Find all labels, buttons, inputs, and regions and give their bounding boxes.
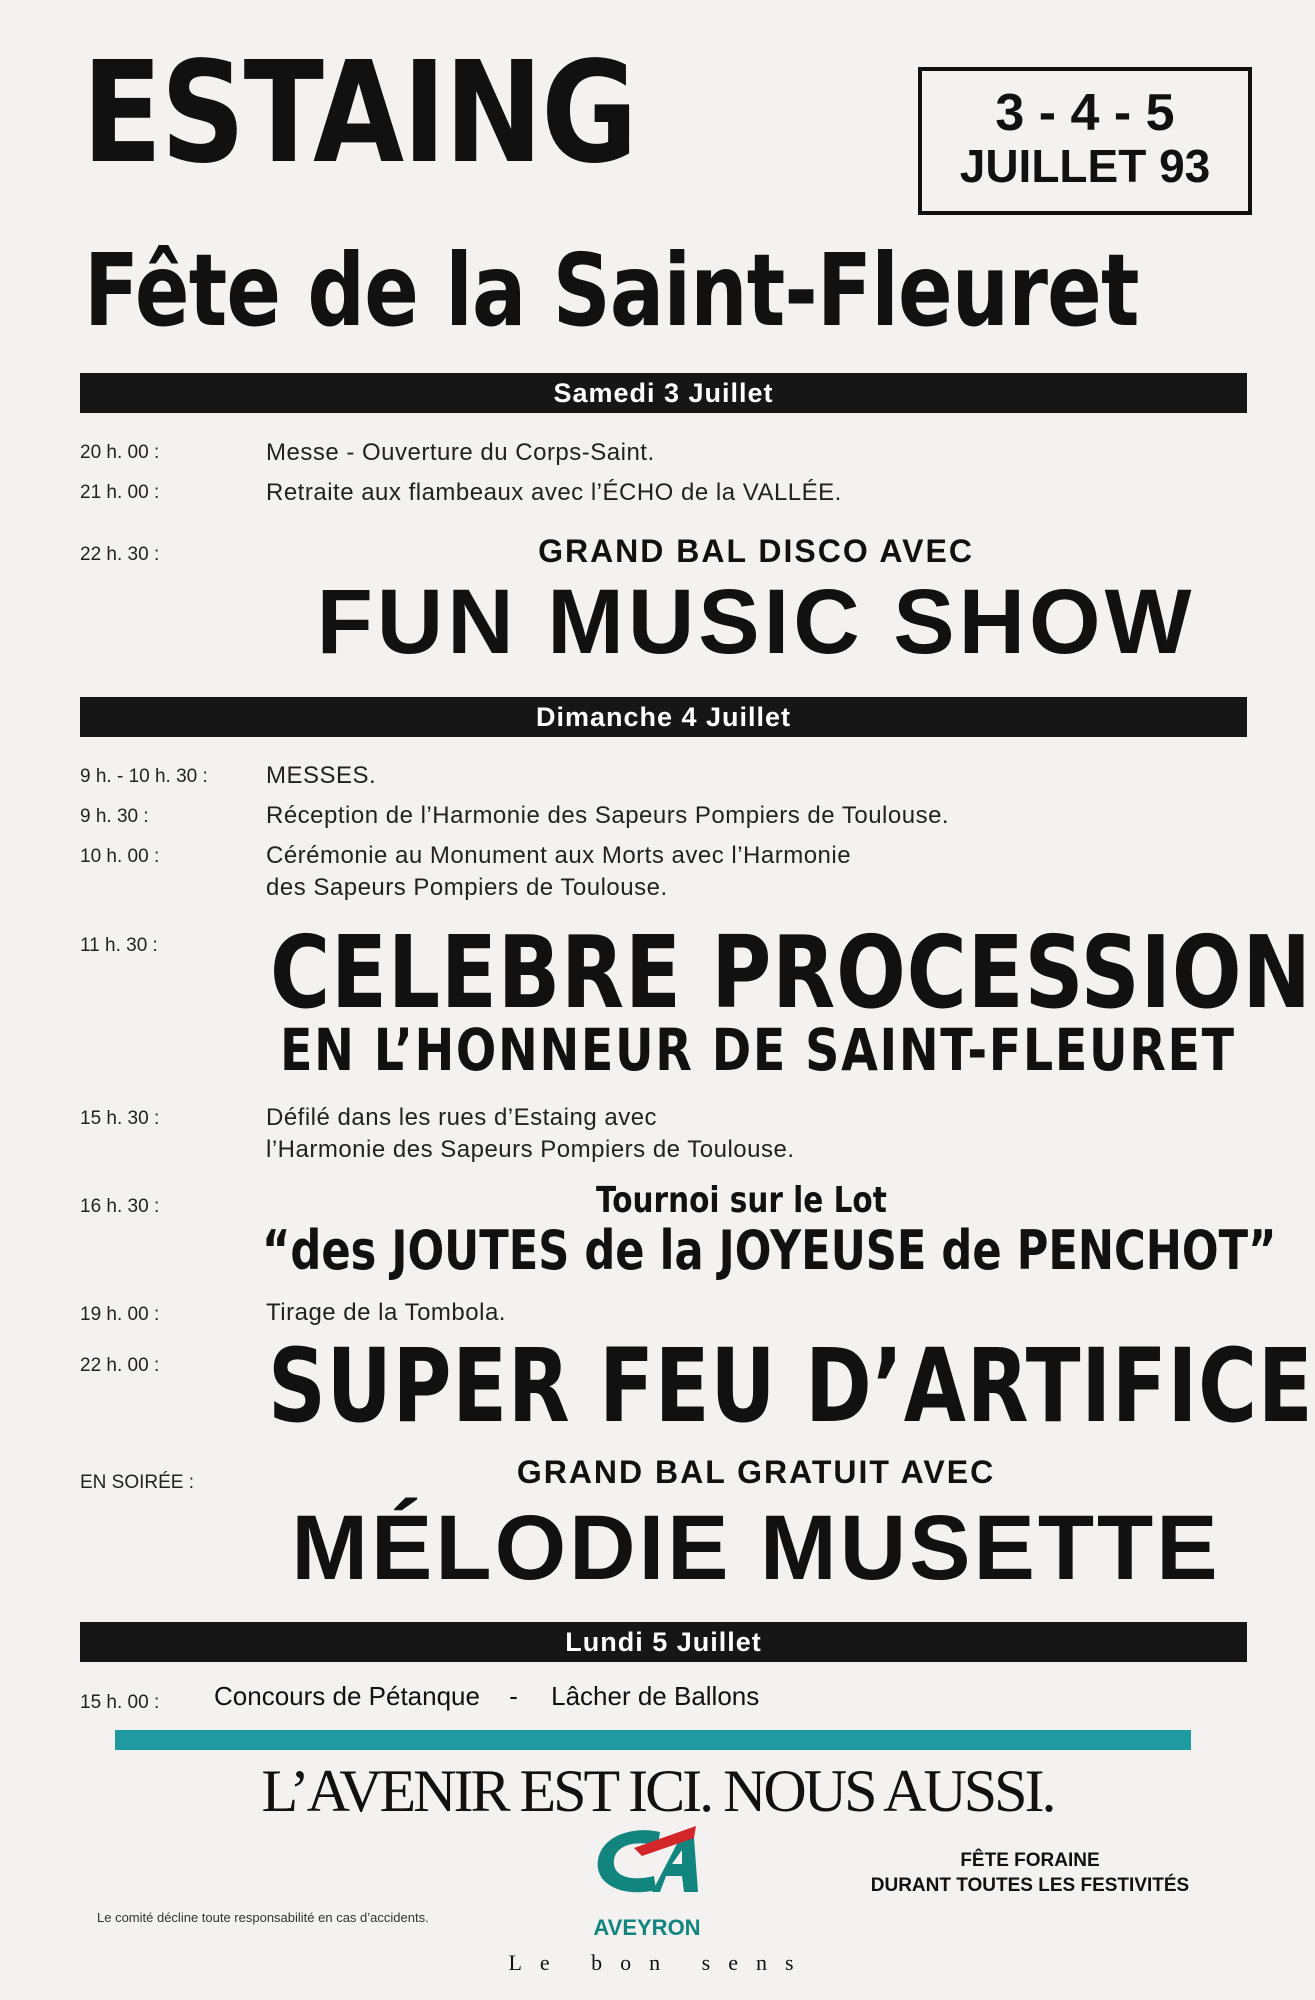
event-time: 16 h. 30 : [80, 1196, 160, 1217]
event-text: Cérémonie au Monument aux Morts avec l’Harmonie [266, 842, 852, 869]
bank-logo-icon [582, 1818, 712, 1908]
event-text: Retraite aux flambeaux avec l’ÉCHO de la VALLÉE. [266, 479, 842, 506]
event-text: Tirage de la Tombola. [266, 1299, 506, 1326]
event-text: des Sapeurs Pompiers de Toulouse. [266, 874, 668, 901]
day-banner-saturday: Samedi 3 Juillet [80, 373, 1247, 413]
bank-slogan: L’AVENIR EST ICI. NOUS AUSSI. [261, 1758, 1054, 1824]
activity-separator: - [509, 1681, 518, 1711]
date-box [918, 67, 1252, 215]
event-headline: CELEBRE PROCESSION [270, 914, 1312, 1031]
event-time: 20 h. 00 : [80, 442, 160, 463]
event-lead: GRAND BAL GRATUIT AVEC [516, 1454, 996, 1490]
event-lead: GRAND BAL DISCO AVEC [538, 533, 974, 569]
event-headline: SUPER FEU D’ARTIFICE [268, 1327, 1314, 1446]
date-days: 3 - 4 - 5 [995, 84, 1175, 142]
event-lead: Tournoi sur le Lot [596, 1180, 887, 1221]
event-time: 22 h. 00 : [80, 1355, 160, 1376]
event-time: 15 h. 00 : [80, 1692, 160, 1713]
event-text: Réception de l’Harmonie des Sapeurs Pompiers de Toulouse. [266, 802, 950, 829]
event-time: 15 h. 30 : [80, 1108, 160, 1129]
event-subheadline: EN L’HONNEUR DE SAINT-FLEURET [280, 1016, 1236, 1084]
event-headline: FUN MUSIC SHOW [316, 571, 1196, 673]
event-time: 22 h. 30 : [80, 544, 160, 565]
activity-ballons: Lâcher de Ballons [551, 1681, 760, 1711]
event-time: 9 h. - 10 h. 30 : [80, 766, 208, 787]
accent-rule [115, 1730, 1191, 1750]
fair-notice [830, 1848, 1230, 1898]
fair-line-1: FÊTE FORAINE [960, 1850, 1100, 1871]
event-text: Défilé dans les rues d’Estaing avec [266, 1104, 658, 1131]
festival-subtitle: Fête de la Saint-Fleuret [84, 232, 1139, 349]
event-time: 11 h. 30 : [80, 935, 158, 956]
monday-activities [214, 1681, 759, 1712]
day-banner-monday: Lundi 5 Juillet [80, 1622, 1247, 1662]
event-text: Messe - Ouverture du Corps-Saint. [266, 439, 655, 466]
town-title: ESTAING [82, 32, 637, 195]
event-headline: “des JOUTES de la JOYEUSE de PENCHOT” [262, 1219, 1277, 1282]
day-banner-sunday: Dimanche 4 Juillet [80, 697, 1247, 737]
event-headline: MÉLODIE MUSETTE [291, 1497, 1221, 1599]
activity-petanque: Concours de Pétanque [214, 1681, 480, 1711]
event-text: l’Harmonie des Sapeurs Pompiers de Toulouse. [266, 1136, 795, 1163]
event-time: 19 h. 00 : [80, 1304, 160, 1325]
event-time: 10 h. 00 : [80, 846, 160, 867]
event-time: 9 h. 30 : [80, 806, 149, 827]
event-time: 21 h. 00 : [80, 482, 160, 503]
bank-logo [582, 1818, 712, 1938]
event-time: EN SOIRÉE : [80, 1472, 195, 1493]
disclaimer: Le comité décline toute responsabilité en cas d’accidents. [97, 1910, 429, 1925]
fair-line-2: DURANT TOUTES LES FESTIVITÉS [870, 1875, 1190, 1896]
event-text: MESSES. [266, 762, 377, 789]
bank-logo-region: AVEYRON [593, 1915, 701, 1940]
date-month: JUILLET 93 [959, 140, 1211, 192]
bank-tagline: Le bon sens [508, 1950, 812, 1975]
